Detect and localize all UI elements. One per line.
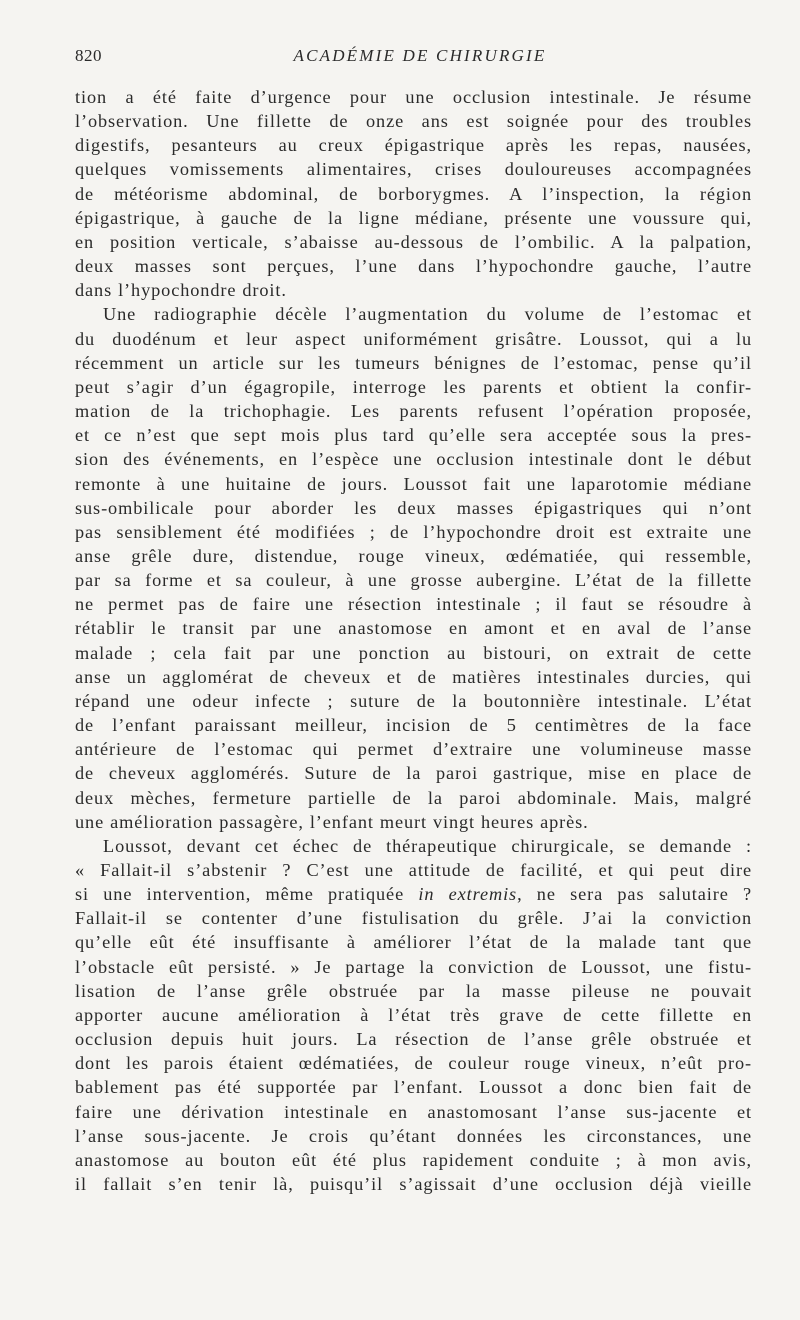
text-line-with-italic: si une intervention, même pratiquée in extremis, ne sera pas salutaire ? (75, 884, 752, 905)
text-line: épigastrique, à gauche de la ligne médiane, présente une voussure qui, (75, 207, 752, 228)
text-line: de l’enfant paraissant meilleur, incision de 5 centimètres de la face (75, 715, 752, 736)
text-line: du duodénum et leur aspect uniformément grisâtre. Loussot, qui a lu (75, 328, 752, 349)
text-line: Loussot, devant cet échec de thérapeutique chirurgicale, se demande : (103, 835, 752, 856)
text-line: peut s’agir d’un égagropile, interroge les parents et obtient la confir- (75, 376, 752, 397)
text-line: quelques vomissements alimentaires, crises douloureuses accompagnées (75, 159, 752, 180)
italic-phrase: in extremis (418, 884, 518, 905)
text-line: deux mèches, fermeture partielle de la paroi abdominale. Mais, malgré (75, 787, 752, 808)
text-line: répand une odeur infecte ; suture de la boutonnière intestinale. L’état (75, 690, 752, 711)
text-line: il fallait s’en tenir là, puisqu’il s’agissait d’une occlusion déjà vieille (75, 1174, 752, 1195)
text-line: remonte à une huitaine de jours. Loussot fait une laparotomie médiane (75, 473, 752, 494)
text-line: de météorisme abdominal, de borborygmes. A l’inspection, la région (75, 183, 752, 204)
text-line: deux masses sont perçues, l’une dans l’hypochondre gauche, l’autre (75, 256, 752, 277)
text-line: en position verticale, s’abaisse au-dessous de l’ombilic. A la palpation, (75, 231, 752, 252)
page-header (75, 46, 747, 70)
running-title: ACADÉMIE DE CHIRURGIE (293, 46, 547, 65)
text-line: malade ; cela fait par une ponction au bistouri, on extrait de cette (75, 642, 752, 663)
text-line: digestifs, pesanteurs au creux épigastrique après les repas, nausées, (75, 135, 752, 156)
text-line: mation de la trichophagie. Les parents refusent l’opération proposée, (75, 401, 752, 422)
text-line: lisation de l’anse grêle obstruée par la masse pileuse ne pouvait (75, 980, 752, 1001)
text-line: dont les parois étaient œdématiées, de couleur rouge vineux, n’eût pro- (75, 1053, 752, 1074)
text-line: bablement pas été supportée par l’enfant. Loussot a donc bien fait de (75, 1077, 752, 1098)
text-line: pas sensiblement été modifiées ; de l’hypochondre droit est extraite une (75, 521, 752, 542)
text-line: l’obstacle eût persisté. » Je partage la conviction de Loussot, une fistu- (75, 956, 752, 977)
text-line: anse un agglomérat de cheveux et de matières intestinales durcies, qui (75, 666, 752, 687)
paragraph-2 (75, 302, 752, 833)
text-line: qu’elle eût été insuffisante à améliorer l’état de la malade tant que (75, 932, 752, 953)
text-line: de cheveux agglomérés. Suture de la paroi gastrique, mise en place de (75, 763, 752, 784)
text-line: l’observation. Une fillette de onze ans est soignée pour des troubles (75, 111, 752, 132)
text-line: occlusion depuis huit jours. La résection de l’anse grêle obstruée et (75, 1029, 752, 1050)
text-line: anastomose au bouton eût été plus rapidement conduite ; à mon avis, (75, 1149, 752, 1170)
text-line: et ce n’est que sept mois plus tard qu’elle sera acceptée sous la pres- (75, 425, 752, 446)
text-line: dans l’hypochondre droit. (75, 280, 287, 301)
text-line: « Fallait-il s’abstenir ? C’est une attitude de facilité, et qui peut dire (75, 860, 752, 880)
paragraph-3 (75, 834, 752, 1196)
paragraph-1 (75, 85, 752, 302)
text-line: ne permet pas de faire une résection intestinale ; il faut se résoudre à (75, 594, 752, 615)
text-line: rétablir le transit par une anastomose en amont et en aval de l’anse (75, 618, 752, 639)
text-line: sion des événements, en l’espèce une occlusion intestinale dont le début (75, 449, 752, 470)
page-number: 820 (75, 46, 102, 65)
text-line: faire une dérivation intestinale en anastomosant l’anse sus-jacente et (75, 1101, 752, 1122)
text-line: récemment un article sur les tumeurs bénignes de l’estomac, pense qu’il (75, 352, 752, 373)
text-line: une amélioration passagère, l’enfant meurt vingt heures après. (75, 811, 589, 832)
text-line: apporter aucune amélioration à l’état très grave de cette fillette en (75, 1004, 752, 1025)
text-line: anse grêle dure, distendue, rouge vineux, œdématiée, qui ressemble, (75, 545, 752, 566)
text-line: Fallait-il se contenter d’une fistulisation du grêle. J’ai la conviction (75, 908, 752, 929)
text-line: tion a été faite d’urgence pour une occlusion intestinale. Je résume (75, 87, 752, 107)
text-line: sus-ombilicale pour aborder les deux masses épigastriques qui n’ont (75, 497, 752, 518)
text-line: Une radiographie décèle l’augmentation du volume de l’estomac et (103, 304, 752, 325)
body-text (75, 85, 752, 1196)
text-line: par sa forme et sa couleur, à une grosse aubergine. L’état de la fillette (75, 570, 752, 591)
text-line: l’anse sous-jacente. Je crois qu’étant données les circonstances, une (75, 1125, 752, 1146)
text-line: antérieure de l’estomac qui permet d’extraire une volumineuse masse (75, 739, 752, 760)
